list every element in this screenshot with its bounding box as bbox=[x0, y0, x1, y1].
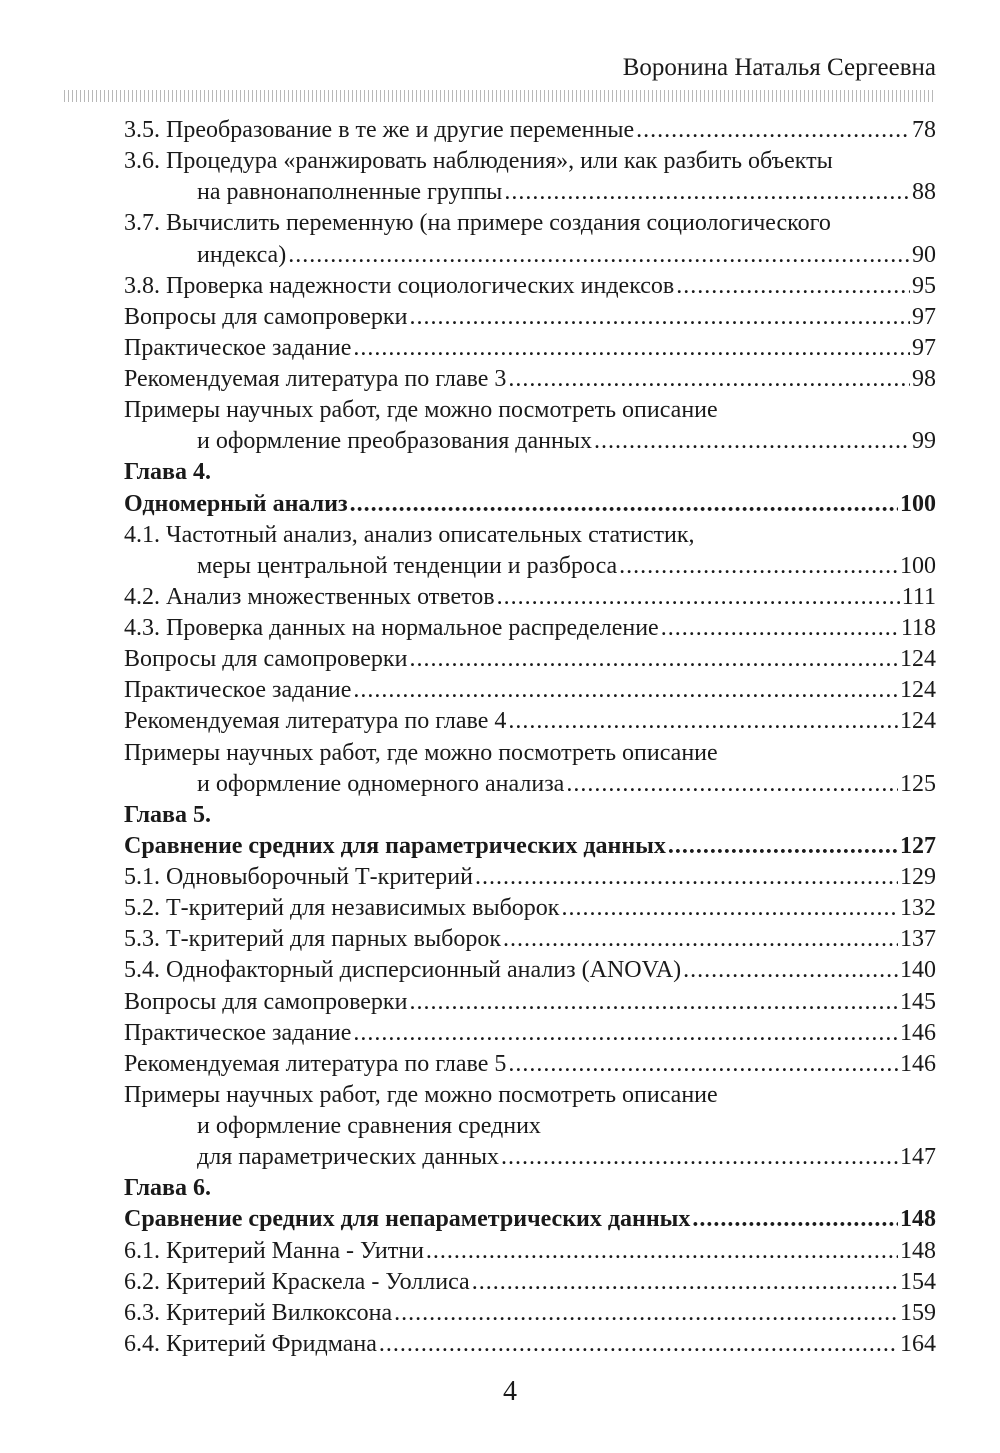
toc-entry-row bbox=[124, 644, 936, 675]
toc-page-number: 140 bbox=[900, 957, 936, 984]
toc-entry-title: Сравнение средних для параметрических данных bbox=[124, 832, 666, 859]
toc-page-number: 148 bbox=[900, 1237, 936, 1264]
toc-page-number: 88 bbox=[912, 179, 936, 206]
toc-page-number: 100 bbox=[900, 552, 936, 579]
toc-entry-row bbox=[124, 1111, 936, 1142]
toc-entry-row bbox=[124, 271, 936, 302]
toc-entry-title: Глава 5. bbox=[124, 801, 211, 828]
toc-entry-title: Практическое задание bbox=[124, 334, 352, 361]
toc-page-number: 97 bbox=[912, 334, 936, 361]
toc-entry-title: Практическое задание bbox=[124, 677, 352, 704]
toc-entry-title: на равнонаполненные группы bbox=[197, 179, 503, 206]
toc-entry-title: 6.3. Критерий Вилкоксона bbox=[124, 1299, 393, 1326]
toc-page-number: 137 bbox=[900, 926, 936, 953]
dot-leader bbox=[475, 862, 898, 893]
toc-page-number: 100 bbox=[900, 490, 936, 517]
dot-leader bbox=[504, 177, 910, 208]
dot-leader bbox=[683, 955, 898, 986]
dot-leader bbox=[501, 1142, 898, 1173]
dot-leader bbox=[409, 644, 898, 675]
toc-page-number: 159 bbox=[900, 1299, 936, 1326]
toc-entry-row bbox=[124, 302, 936, 333]
toc-page-number: 90 bbox=[912, 241, 936, 268]
toc-page-number: 124 bbox=[900, 646, 936, 673]
toc-entry-title: 3.6. Процедура «ранжировать наблюдения», или как разбить объекты bbox=[124, 148, 833, 175]
toc-entry-row bbox=[124, 146, 936, 177]
dot-leader bbox=[566, 769, 898, 800]
dot-leader bbox=[426, 1236, 898, 1267]
toc-entry-row bbox=[124, 426, 936, 457]
toc-entry-row bbox=[124, 395, 936, 426]
toc-page-number: 146 bbox=[900, 1050, 936, 1077]
toc-page-number: 146 bbox=[900, 1019, 936, 1046]
page-number: 4 bbox=[503, 1376, 517, 1407]
toc-entry-title: 3.7. Вычислить переменную (на примере создания социологического bbox=[124, 210, 831, 237]
toc-entry-row bbox=[124, 115, 936, 146]
toc-entry-row bbox=[124, 738, 936, 769]
toc-page-number: 78 bbox=[912, 117, 936, 143]
toc-page-number: 127 bbox=[900, 832, 936, 859]
toc-chapter-row bbox=[124, 457, 936, 488]
toc-entry-row bbox=[124, 551, 936, 582]
toc-entry-row bbox=[124, 769, 936, 800]
toc-entry-title: Рекомендуемая литература по главе 5 bbox=[124, 1050, 507, 1077]
toc-page-number: 154 bbox=[900, 1268, 936, 1295]
toc-entry-row bbox=[124, 987, 936, 1018]
header-divider bbox=[64, 90, 936, 102]
table-of-contents bbox=[124, 115, 936, 1360]
toc-entry-row bbox=[124, 955, 936, 986]
toc-chapter-row bbox=[124, 1173, 936, 1204]
toc-entry-row bbox=[124, 582, 936, 613]
toc-page-number: 147 bbox=[900, 1144, 936, 1171]
dot-leader bbox=[353, 675, 898, 706]
toc-entry-row bbox=[124, 208, 936, 239]
toc-entry-row bbox=[124, 240, 936, 271]
dot-leader bbox=[561, 893, 898, 924]
dot-leader bbox=[661, 613, 899, 644]
toc-entry-title: 4.2. Анализ множественных ответов bbox=[124, 583, 495, 610]
toc-entry-row bbox=[124, 177, 936, 208]
dot-leader bbox=[394, 1298, 898, 1329]
toc-page-number: 124 bbox=[900, 677, 936, 704]
toc-page-number: 99 bbox=[912, 428, 936, 455]
toc-entry-row bbox=[124, 1236, 936, 1267]
dot-leader bbox=[676, 271, 910, 302]
toc-entry-row bbox=[124, 1018, 936, 1049]
toc-entry-title: Глава 6. bbox=[124, 1175, 211, 1202]
toc-entry-row bbox=[124, 364, 936, 395]
toc-entry-title: и оформление сравнения средних bbox=[197, 1113, 541, 1139]
toc-chapter-row bbox=[124, 831, 936, 862]
toc-entry-row bbox=[124, 1329, 936, 1360]
dot-leader bbox=[409, 302, 910, 333]
toc-entry-title: 5.1. Одновыборочный Т-критерий bbox=[124, 864, 473, 890]
toc-page-number: 125 bbox=[900, 770, 936, 797]
dot-leader bbox=[353, 1018, 898, 1049]
toc-entry-row bbox=[124, 706, 936, 737]
toc-entry-title: и оформление преобразования данных bbox=[197, 428, 592, 455]
dot-leader bbox=[353, 333, 910, 364]
toc-entry-title: 5.3. Т-критерий для парных выборок bbox=[124, 926, 502, 953]
toc-entry-title: индекса) bbox=[197, 241, 287, 268]
dot-leader bbox=[508, 706, 898, 737]
toc-entry-title: для параметрических данных bbox=[197, 1144, 499, 1171]
dot-leader bbox=[409, 987, 898, 1018]
toc-entry-title: 6.2. Критерий Краскела - Уоллиса bbox=[124, 1268, 470, 1295]
toc-page-number: 148 bbox=[900, 1206, 936, 1233]
dot-leader bbox=[472, 1267, 898, 1298]
toc-entry-row bbox=[124, 520, 936, 551]
toc-chapter-row bbox=[124, 1204, 936, 1235]
toc-entry-title: Примеры научных работ, где можно посмотреть описание bbox=[124, 397, 718, 424]
dot-leader bbox=[350, 489, 898, 520]
toc-entry-title: 5.4. Однофакторный дисперсионный анализ (ANOVA) bbox=[124, 957, 682, 984]
toc-entry-title: 5.2. Т-критерий для независимых выборок bbox=[124, 895, 560, 922]
toc-entry-row bbox=[124, 613, 936, 644]
toc-page-number: 98 bbox=[912, 366, 936, 392]
dot-leader bbox=[508, 1049, 898, 1080]
toc-entry-title: Вопросы для самопроверки bbox=[124, 646, 408, 673]
toc-entry-title: Примеры научных работ, где можно посмотреть описание bbox=[124, 1081, 718, 1108]
toc-page-number: 124 bbox=[900, 708, 936, 735]
toc-entry-title: 3.8. Проверка надежности социологических индексов bbox=[124, 272, 675, 299]
toc-entry-row bbox=[124, 1142, 936, 1173]
toc-entry-row bbox=[124, 1267, 936, 1298]
dot-leader bbox=[503, 924, 898, 955]
toc-chapter-row bbox=[124, 489, 936, 520]
toc-entry-row bbox=[124, 1080, 936, 1111]
toc-page-number: 118 bbox=[900, 615, 936, 641]
toc-entry-row bbox=[124, 1049, 936, 1080]
toc-page-number: 164 bbox=[900, 1330, 936, 1357]
toc-entry-title: и оформление одномерного анализа bbox=[197, 770, 565, 797]
toc-entry-title: 3.5. Преобразование в те же и другие переменные bbox=[124, 117, 635, 143]
toc-entry-title: Одномерный анализ bbox=[124, 490, 348, 517]
toc-entry-title: Вопросы для самопроверки bbox=[124, 303, 408, 330]
toc-entry-title: Сравнение средних для непараметрических данных bbox=[124, 1206, 691, 1233]
dot-leader bbox=[497, 582, 900, 613]
toc-entry-row bbox=[124, 675, 936, 706]
dot-leader bbox=[636, 115, 910, 146]
dot-leader bbox=[668, 831, 898, 862]
dot-leader bbox=[379, 1329, 898, 1360]
toc-entry-title: 4.3. Проверка данных на нормальное распределение bbox=[124, 615, 659, 641]
toc-entry-title: 4.1. Частотный анализ, анализ описательных статистик, bbox=[124, 521, 695, 548]
toc-chapter-row bbox=[124, 800, 936, 831]
dot-leader bbox=[619, 551, 898, 582]
dot-leader bbox=[288, 240, 910, 271]
toc-entry-row bbox=[124, 333, 936, 364]
toc-page-number: 111 bbox=[901, 583, 936, 610]
toc-entry-title: Глава 4. bbox=[124, 459, 211, 486]
dot-leader bbox=[594, 426, 910, 457]
toc-entry-row bbox=[124, 1298, 936, 1329]
toc-entry-title: 6.4. Критерий Фридмана bbox=[124, 1330, 377, 1357]
toc-entry-row bbox=[124, 893, 936, 924]
toc-entry-title: 6.1. Критерий Манна - Уитни bbox=[124, 1237, 424, 1264]
toc-entry-title: Практическое задание bbox=[124, 1019, 352, 1046]
dot-leader bbox=[692, 1204, 898, 1235]
toc-page-number: 97 bbox=[912, 303, 936, 330]
toc-entry-title: Примеры научных работ, где можно посмотреть описание bbox=[124, 739, 718, 766]
toc-page-number: 145 bbox=[900, 988, 936, 1015]
toc-entry-row bbox=[124, 862, 936, 893]
toc-entry-row bbox=[124, 924, 936, 955]
toc-entry-title: Рекомендуемая литература по главе 3 bbox=[124, 366, 507, 392]
toc-entry-title: меры центральной тенденции и разброса bbox=[197, 552, 618, 579]
toc-page-number: 132 bbox=[900, 895, 936, 922]
toc-page-number: 129 bbox=[900, 864, 936, 890]
toc-entry-title: Рекомендуемая литература по главе 4 bbox=[124, 708, 507, 735]
toc-entry-title: Вопросы для самопроверки bbox=[124, 988, 408, 1015]
dot-leader bbox=[508, 364, 910, 395]
running-header-author: Воронина Наталья Сергеевна bbox=[622, 54, 936, 81]
toc-page-number: 95 bbox=[912, 272, 936, 299]
